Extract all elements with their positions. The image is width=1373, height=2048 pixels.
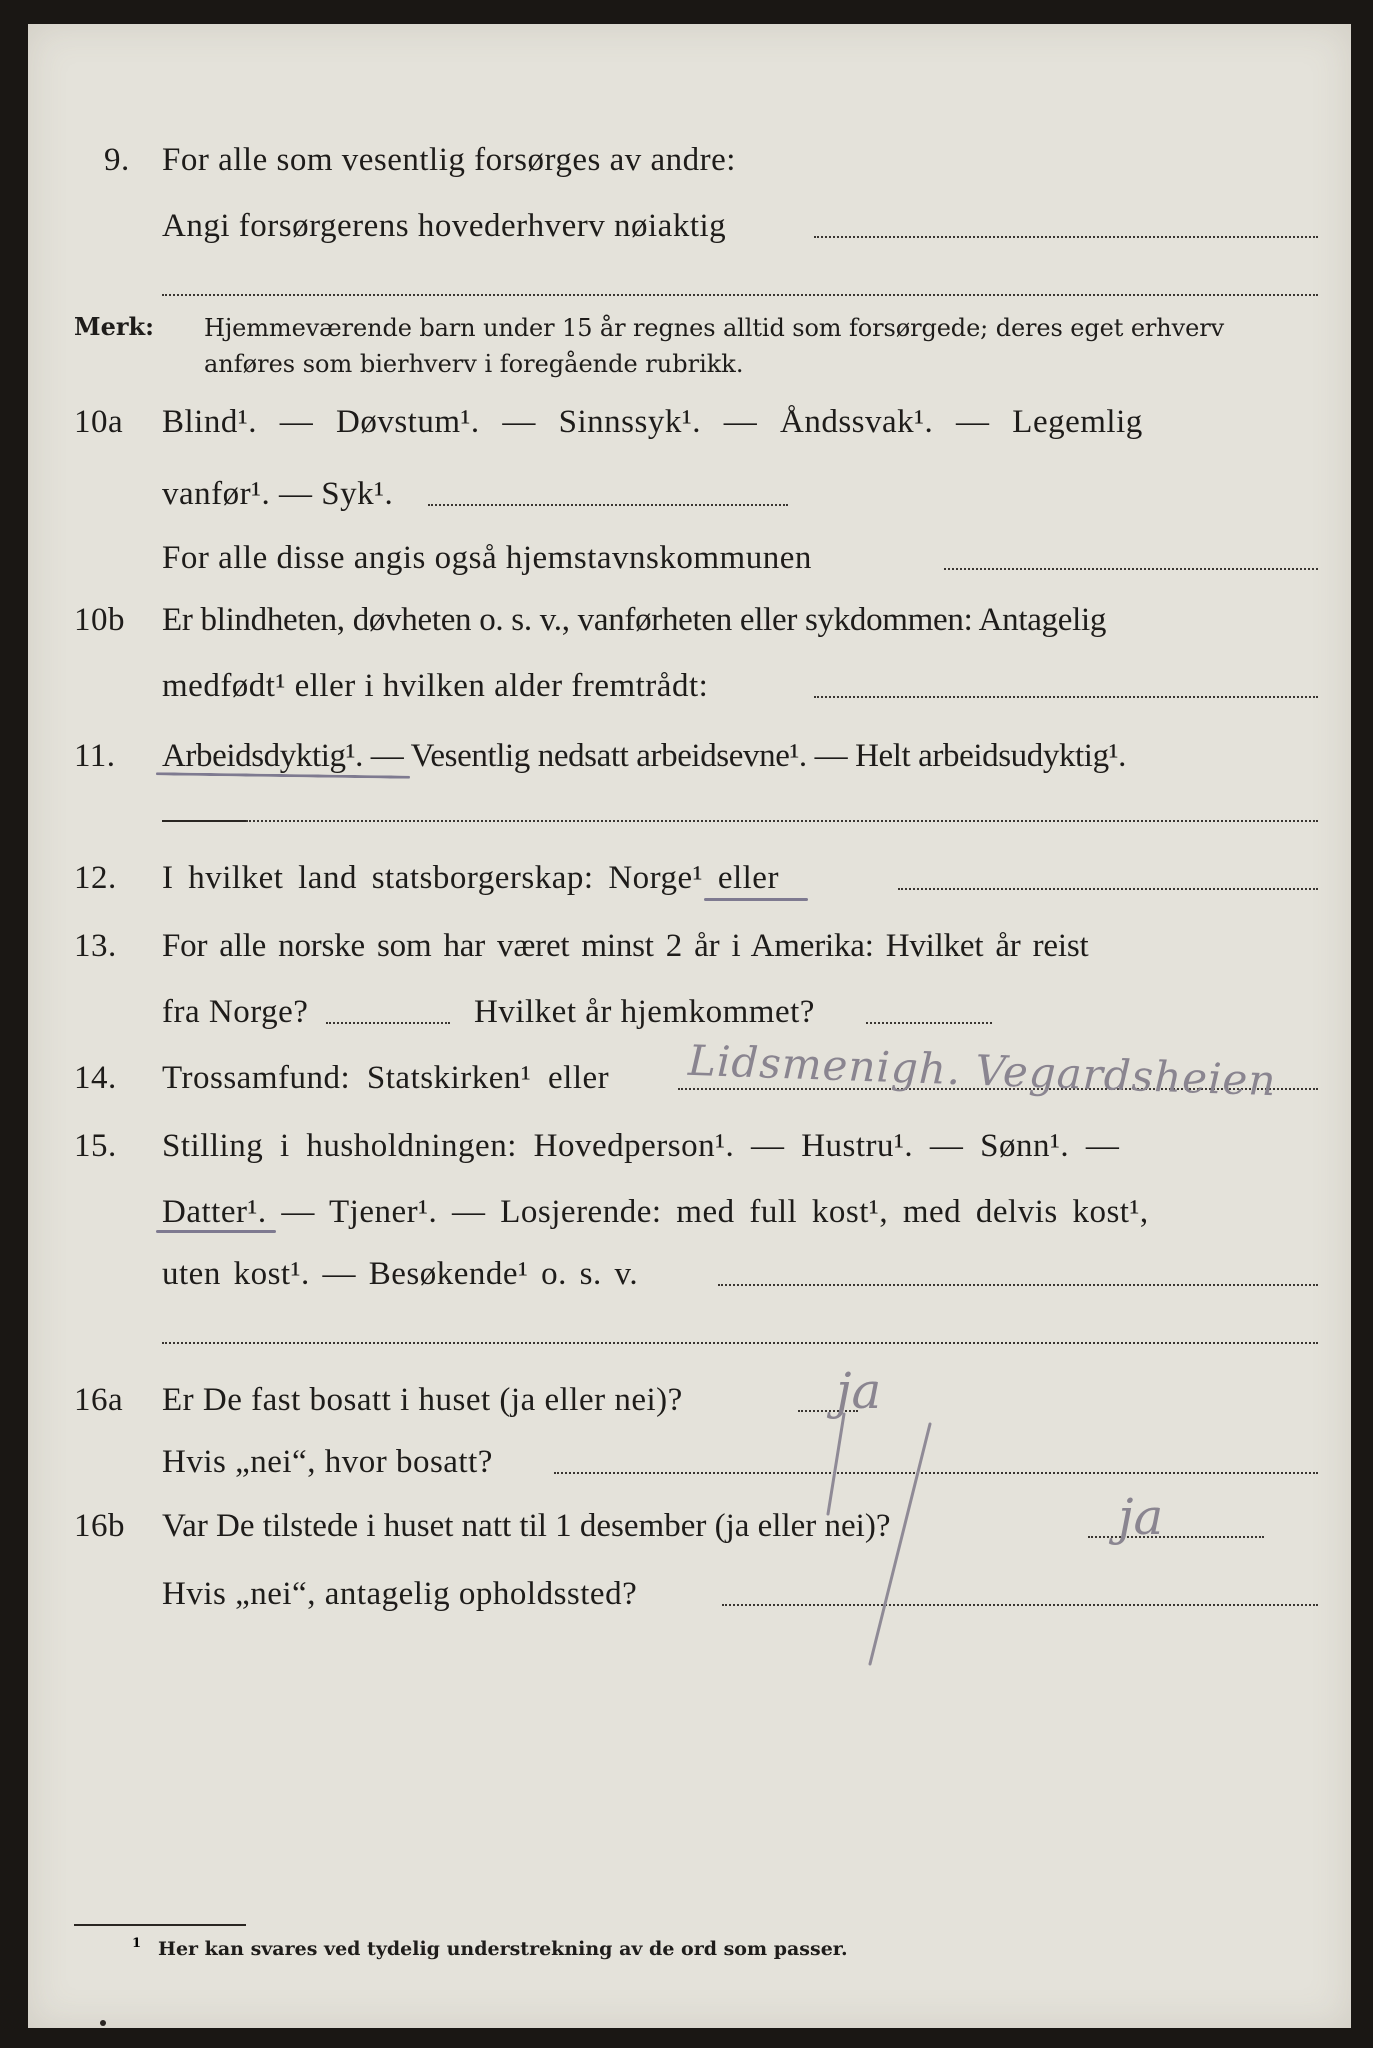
question-12 — [28, 860, 1351, 920]
answer-line[interactable] — [428, 504, 788, 506]
question-15 — [28, 1128, 1351, 1188]
note-text: Hjemmeværende barn under 15 år regnes alltid som forsørgede; deres eget erhverv — [204, 314, 1225, 342]
question-9 — [28, 142, 1351, 202]
question-9-line-2 — [28, 208, 1351, 268]
handwritten-underline — [156, 1230, 276, 1233]
paper-speck — [100, 2020, 106, 2026]
question-number: 11. — [74, 738, 116, 774]
question-13 — [28, 928, 1351, 988]
answer-line[interactable] — [944, 568, 1318, 570]
footnote-rule — [74, 1924, 246, 1926]
note-label: Merk: — [74, 312, 154, 341]
handwritten-answer: ja — [836, 1362, 882, 1420]
question-text: Angi forsørgerens hovederhverv nøiaktig — [162, 208, 727, 244]
answer-line-start — [162, 820, 246, 822]
question-15-line-3 — [28, 1256, 1351, 1316]
question-text: Var De tilstede i huset natt til 1 desember (ja eller nei)? — [162, 1508, 891, 1544]
question-number: 12. — [74, 860, 117, 896]
question-text: For alle som vesentlig forsørges av andre: — [162, 142, 736, 178]
question-10b-line-2 — [28, 668, 1351, 728]
answer-line[interactable] — [326, 1022, 450, 1024]
question-16b-line-2 — [28, 1576, 1351, 1636]
question-text: Trossamfund: Statskirken¹ eller — [162, 1060, 610, 1096]
question-number: 16a — [74, 1382, 124, 1418]
question-text: Hvis „nei“, antagelig opholdssted? — [162, 1576, 638, 1612]
answer-line[interactable] — [898, 888, 1318, 890]
question-number: 10a — [74, 404, 124, 440]
census-form-page — [28, 24, 1351, 2028]
question-number: 15. — [74, 1128, 117, 1164]
question-10b — [28, 602, 1351, 662]
question-number: 9. — [104, 142, 130, 178]
question-text: Stilling i husholdningen: Hovedperson¹. — Hustru¹. — Sønn¹. — — [162, 1128, 1120, 1164]
note-text: anføres som bierhverv i foregående rubrikk. — [204, 350, 744, 378]
question-text: For alle disse angis også hjemstavnskommunen — [162, 540, 812, 576]
question-text: Hvilket år hjemkommet? — [474, 994, 815, 1030]
question-text: Datter¹. — Tjener¹. — Losjerende: med full kost¹, med delvis kost¹, — [162, 1194, 1149, 1230]
question-10a-line-3 — [28, 540, 1351, 600]
answer-line[interactable] — [866, 1022, 992, 1024]
question-number: 16b — [74, 1508, 125, 1544]
question-10a — [28, 404, 1351, 464]
question-text: Er De fast bosatt i huset (ja eller nei)? — [162, 1382, 683, 1418]
question-text: fra Norge? — [162, 994, 309, 1030]
question-text: medfødt¹ eller i hvilken alder fremtrådt: — [162, 668, 709, 704]
handwritten-strokes — [788, 1404, 1128, 1704]
question-text: vanfør¹. — Syk¹. — [162, 476, 394, 512]
handwritten-underline — [704, 898, 808, 901]
question-text: For alle norske som har været minst 2 år i Amerika: Hvilket år reist — [162, 928, 1089, 964]
question-11 — [28, 738, 1351, 798]
handwritten-answer: Lidsmenigh. Vegardsheien — [687, 1035, 1278, 1106]
answer-line[interactable] — [814, 236, 1318, 238]
question-text: I hvilket land statsborgerskap: Norge¹ eller — [162, 860, 779, 896]
question-16a — [28, 1382, 1351, 1442]
handwritten-answer: ja — [1118, 1488, 1164, 1546]
answer-line[interactable] — [718, 1284, 1318, 1286]
question-number: 13. — [74, 928, 117, 964]
question-text: Er blindheten, døvheten o. s. v., vanførheten eller sykdommen: Antagelig — [162, 602, 1107, 638]
answer-line[interactable] — [162, 294, 1318, 296]
question-10a-line-2 — [28, 476, 1351, 536]
answer-line[interactable] — [162, 1342, 1318, 1344]
question-15-line-2 — [28, 1194, 1351, 1254]
answer-line[interactable] — [246, 820, 1318, 822]
footnote-mark: 1 — [132, 1936, 142, 1951]
question-number: 10b — [74, 602, 125, 638]
question-text: uten kost¹. — Besøkende¹ o. s. v. — [162, 1256, 639, 1292]
question-text: Blind¹. — Døvstum¹. — Sinnssyk¹. — Åndssvak¹. — Legemlig — [162, 404, 1143, 440]
answer-line[interactable] — [814, 696, 1318, 698]
footnote-text: Her kan svares ved tydelig understrekning av de ord som passer. — [158, 1938, 848, 1960]
question-text: Hvis „nei“, hvor bosatt? — [162, 1444, 493, 1480]
question-text: Arbeidsdyktig¹. — Vesentlig nedsatt arbeidsevne¹. — Helt arbeidsudyktig¹. — [162, 738, 1127, 774]
question-number: 14. — [74, 1060, 117, 1096]
